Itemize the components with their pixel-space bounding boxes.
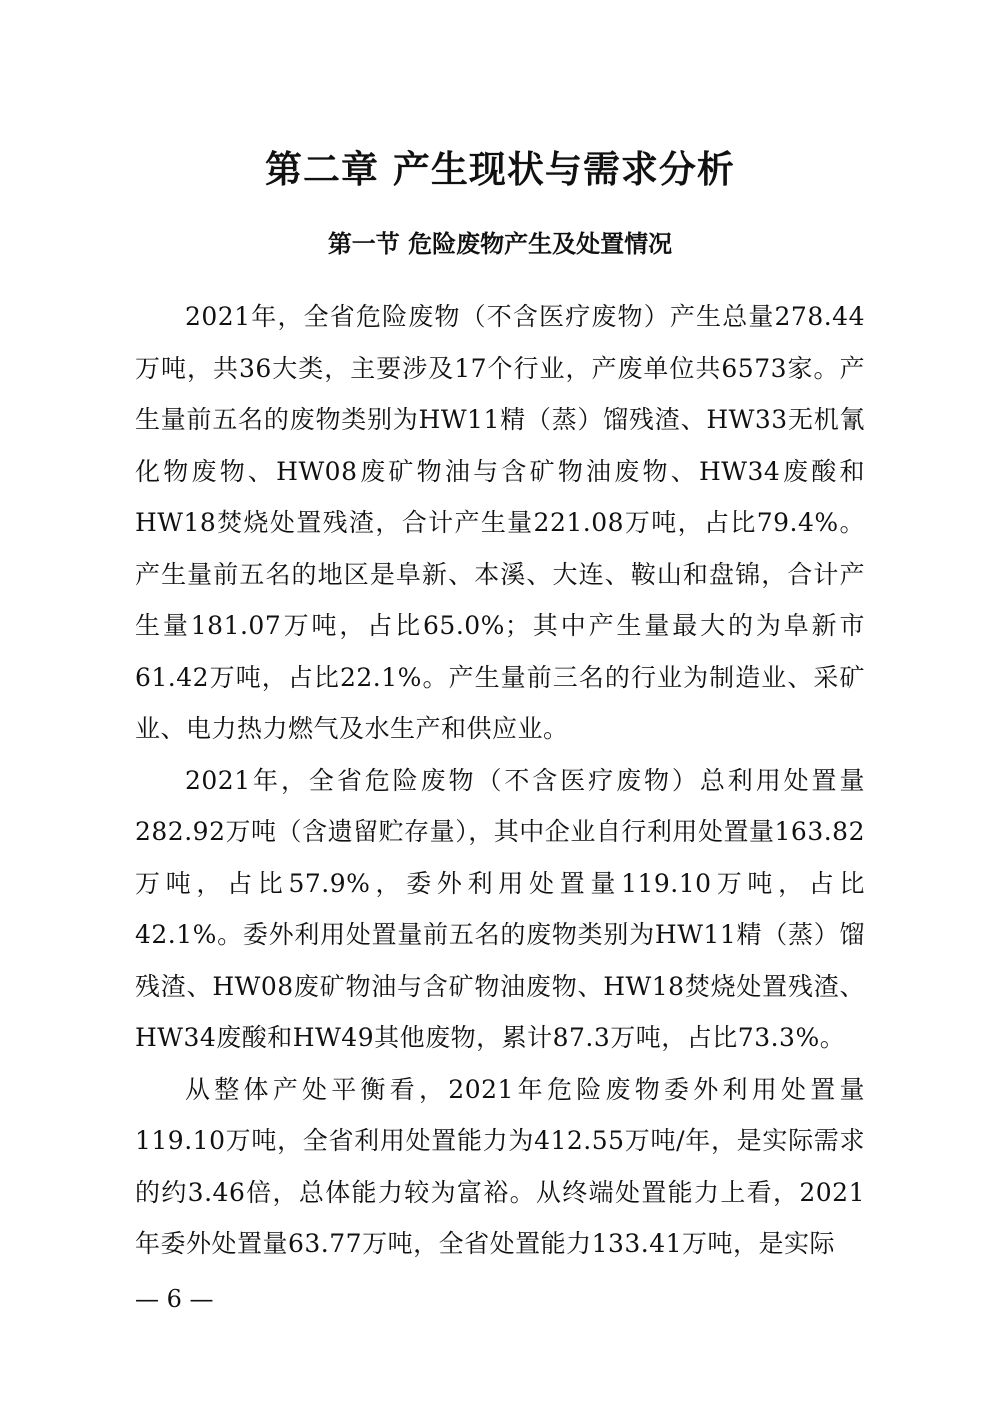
chapter-title: 第二章 产生现状与需求分析 [265, 148, 735, 191]
page-number: — 6 — [135, 1285, 214, 1313]
paragraph-generation: 2021年，全省危险废物（不含医疗废物）产生总量278.44万吨，共36大类，主要涉及17个行业，产废单位共6573家。产生量前五名的废物类别为HW11精（蒸）馏残渣、HW33无机氰化物废物、HW08废矿物油与含矿物油废物、HW34废酸和HW18焚烧处置残渣，合计产生量221.08万吨，占比79.4%。产生量前五名的地区是阜新、本溪、大连、鞍山和盘锦，合计产生量181.07万吨，占比65.0%；其中产生量最大的为阜新市61.42万吨，占比22.1%。产生量前三名的行业为制造业、采矿业、电力热力燃气及水生产和供应业。 [135, 302, 865, 743]
paragraph-balance: 从整体产处平衡看，2021年危险废物委外利用处置量119.10万吨，全省利用处置能力为412.55万吨/年，是实际需求的约3.46倍，总体能力较为富裕。从终端处置能力上看，2021年委外处置量63.77万吨，全省处置能力133.41万吨，是实际 [135, 1074, 865, 1258]
section-title: 第一节 危险废物产生及处置情况 [327, 230, 673, 258]
paragraph-utilization: 2021年，全省危险废物（不含医疗废物）总利用处置量282.92万吨（含遗留贮存量），其中企业自行利用处置量163.82万吨，占比57.9%，委外利用处置量119.10万吨，占比42.1%。委外利用处置量前五名的废物类别为HW11精（蒸）馏残渣、HW08废矿物油与含矿物油废物、HW18焚烧处置残渣、HW34废酸和HW49其他废物，累计87.3万吨，占比73.3%。 [135, 765, 865, 1052]
document-body [135, 291, 865, 1270]
